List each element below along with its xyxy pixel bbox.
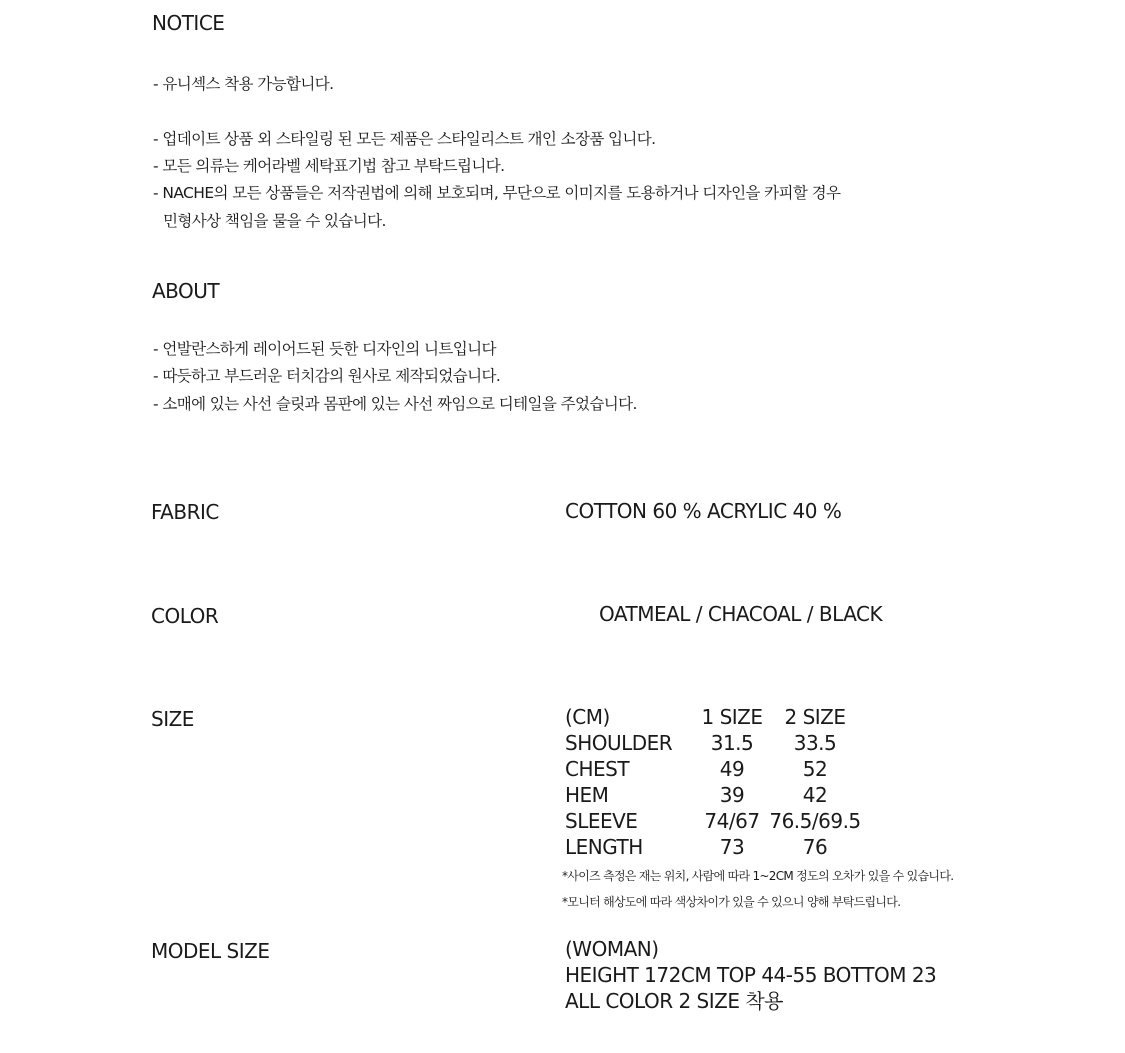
about-line: - 언발란스하게 레이어드된 듯한 디자인의 니트입니다: [153, 340, 496, 358]
model-size-label: MODEL SIZE: [151, 939, 270, 963]
size-row-value-1: 31.5: [710, 731, 754, 755]
size-row: [565, 730, 863, 756]
size-row: [565, 782, 863, 808]
about-heading: ABOUT: [152, 279, 220, 303]
model-size-line: ALL COLOR 2 SIZE 착용: [565, 989, 783, 1013]
size-row-value-1: 74/67: [704, 809, 760, 833]
notice-heading: NOTICE: [152, 11, 225, 35]
color-label: COLOR: [151, 604, 219, 628]
size-note: *사이즈 측정은 재는 위치, 사람에 따라 1~2CM 정도의 오차가 있을 수 있습니다.: [562, 869, 954, 883]
notice-line: - 업데이트 상품 외 스타일링 된 모든 제품은 스타일리스트 개인 소장품 입니다.: [153, 130, 656, 148]
size-header-unit: (CM): [565, 705, 610, 729]
about-line: - 소매에 있는 사선 슬릿과 몸판에 있는 사선 짜임으로 디테일을 주었습니다.: [153, 395, 637, 413]
size-row-value-1: 49: [719, 757, 745, 781]
size-row-value-1: 39: [719, 783, 745, 807]
fabric-label: FABRIC: [151, 500, 219, 524]
size-table: [565, 704, 863, 860]
size-row-value-2: 52: [802, 757, 828, 781]
size-label: SIZE: [151, 707, 194, 731]
size-row-value-2: 76: [802, 835, 828, 859]
size-header-2: 2 SIZE: [784, 705, 846, 729]
size-row-label: SLEEVE: [565, 809, 638, 833]
color-value: OATMEAL / CHACOAL / BLACK: [599, 602, 883, 626]
size-row-value-2: 76.5/69.5: [769, 809, 861, 833]
about-line: - 따듯하고 부드러운 터치감의 원사로 제작되었습니다.: [153, 367, 501, 385]
size-row-label: HEM: [565, 783, 609, 807]
notice-line: - 모든 의류는 케어라벨 세탁표기법 참고 부탁드립니다.: [153, 157, 505, 175]
size-row-label: SHOULDER: [565, 731, 673, 755]
model-size-line: HEIGHT 172CM TOP 44-55 BOTTOM 23: [565, 963, 937, 987]
size-row-value-1: 73: [719, 835, 745, 859]
model-size-info: [565, 936, 936, 1014]
size-table-header: [565, 704, 863, 730]
size-row-label: LENGTH: [565, 835, 643, 859]
model-size-line: (WOMAN): [565, 937, 659, 961]
size-note: *모니터 해상도에 따라 색상차이가 있을 수 있으니 양해 부탁드립니다.: [562, 895, 901, 909]
size-header-1: 1 SIZE: [701, 705, 763, 729]
size-row: [565, 834, 863, 860]
size-row-value-2: 42: [802, 783, 828, 807]
size-row-value-2: 33.5: [793, 731, 837, 755]
notice-line: - NACHE의 모든 상품들은 저작권법에 의해 보호되며, 무단으로 이미지를 도용하거나 디자인을 카피할 경우: [153, 184, 841, 202]
notice-line: - 유니섹스 착용 가능합니다.: [153, 75, 334, 93]
notice-line: 민형사상 책임을 물을 수 있습니다.: [163, 212, 386, 230]
size-row: [565, 756, 863, 782]
size-row: [565, 808, 863, 834]
size-row-label: CHEST: [565, 757, 630, 781]
fabric-value: COTTON 60 % ACRYLIC 40 %: [565, 499, 842, 523]
